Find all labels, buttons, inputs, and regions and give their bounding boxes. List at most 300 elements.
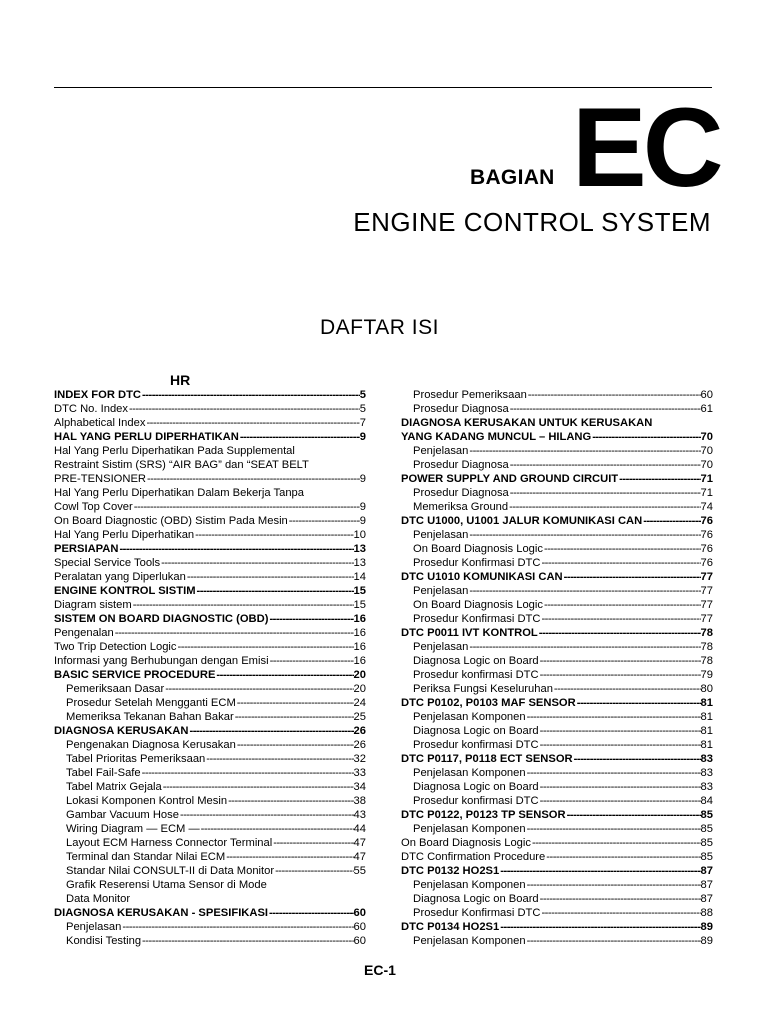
leader-dashes: [121, 920, 353, 934]
leader-dashes: [234, 710, 354, 724]
toc-page-number: 78: [700, 655, 713, 667]
leader-dashes: [468, 640, 700, 654]
toc-entry[interactable]: [54, 682, 366, 696]
toc-entry-title: Wiring Diagram — ECM —: [66, 823, 200, 835]
toc-entry[interactable]: [54, 528, 366, 542]
toc-entry[interactable]: [401, 668, 713, 682]
toc-page-number: 77: [700, 585, 713, 597]
toc-entry-title: Prosedur Diagnosa: [413, 403, 509, 415]
toc-page-number: 9: [359, 431, 366, 443]
toc-entry[interactable]: [54, 598, 366, 612]
leader-dashes: [545, 850, 700, 864]
toc-page-number: 76: [700, 515, 713, 527]
toc-entry-title: Prosedur konfirmasi DTC: [413, 669, 539, 681]
toc-entry-title: DTC P0102, P0103 MAF SENSOR: [401, 697, 576, 709]
leader-dashes: [179, 808, 354, 822]
toc-entry[interactable]: [54, 696, 366, 710]
toc-page-number: 47: [353, 837, 366, 849]
toc-entry[interactable]: [401, 444, 713, 458]
leader-dashes: [539, 780, 701, 794]
leader-dashes: [526, 822, 701, 836]
toc-page-number: 32: [353, 753, 366, 765]
toc-page-number: 89: [700, 921, 713, 933]
leader-dashes: [499, 920, 700, 934]
toc-entry-title: Two Trip Detection Logic: [54, 641, 177, 653]
leader-dashes: [236, 696, 354, 710]
toc-entry[interactable]: [401, 906, 713, 920]
toc-entry[interactable]: [54, 808, 366, 822]
toc-right-column: [401, 388, 713, 948]
toc-entry[interactable]: [401, 822, 713, 836]
toc-entry-line: Data Monitor: [66, 893, 131, 905]
toc-entry[interactable]: [401, 556, 713, 570]
toc-entry-title: Penjelasan Komponen: [413, 767, 526, 779]
toc-page-number: 14: [353, 571, 366, 583]
toc-entry-title: Prosedur konfirmasi DTC: [413, 795, 539, 807]
leader-dashes: [132, 598, 354, 612]
leader-dashes: [145, 416, 359, 430]
toc-entry-title: Penjelasan: [413, 585, 469, 597]
toc-page-number: 5: [359, 389, 366, 401]
leader-dashes: [573, 752, 701, 766]
toc-page-number: 70: [700, 445, 713, 457]
toc-entry-title: INDEX FOR DTC: [54, 389, 142, 401]
toc-entry-title: SISTEM ON BOARD DIAGNOSTIC (OBD): [54, 613, 269, 625]
toc-entry-title: DTC U1000, U1001 JALUR KOMUNIKASI CAN: [401, 515, 643, 527]
toc-heading[interactable]: [54, 430, 366, 444]
toc-page-number: 76: [700, 557, 713, 569]
toc-page-number: 44: [353, 823, 366, 835]
toc-entry[interactable]: [401, 934, 713, 948]
toc-page-number: 5: [359, 403, 366, 415]
page-title: ENGINE CONTROL SYSTEM: [353, 207, 711, 237]
toc-page-number: 71: [700, 473, 713, 485]
toc-page-number: 87: [700, 893, 713, 905]
toc-entry-title: DTC P0117, P0118 ECT SENSOR: [401, 753, 573, 765]
toc-heading[interactable]: [54, 388, 366, 402]
toc-entry-line: Hal Yang Perlu Diperhatikan Dalam Bekerja Tanpa: [54, 487, 304, 499]
section-word: BAGIAN: [470, 166, 555, 189]
toc-entry-title: Diagnosa Logic on Board: [413, 655, 539, 667]
leader-dashes: [186, 570, 354, 584]
toc-page-number: 9: [359, 515, 366, 527]
toc-entry[interactable]: [401, 486, 713, 500]
leader-dashes: [527, 388, 701, 402]
toc-entry[interactable]: [54, 766, 366, 780]
toc-title: DAFTAR ISI: [320, 316, 439, 339]
toc-page-number: 81: [700, 739, 713, 751]
toc-entry-title: DTC P0011 IVT KONTROL: [401, 627, 538, 639]
leader-dashes: [576, 696, 701, 710]
toc-entry[interactable]: [401, 794, 713, 808]
toc-heading[interactable]: [401, 472, 713, 486]
toc-entry-title: Prosedur Konfirmasi DTC: [413, 613, 541, 625]
toc-entry[interactable]: [54, 738, 366, 752]
toc-entry-title: Peralatan yang Diperlukan: [54, 571, 186, 583]
toc-heading[interactable]: [54, 612, 366, 626]
toc-entry-title: Diagram sistem: [54, 599, 132, 611]
toc-entry[interactable]: [401, 388, 713, 402]
toc-entry-title: Memeriksa Tekanan Bahan Bakar: [66, 711, 234, 723]
leader-dashes: [269, 654, 354, 668]
toc-entry-title: Penjelasan Komponen: [413, 823, 526, 835]
toc-page-number: 85: [700, 851, 713, 863]
toc-entry-title: Diagnosa Logic on Board: [413, 781, 539, 793]
toc-page-number: 81: [700, 725, 713, 737]
toc-page-number: 87: [700, 879, 713, 891]
leader-dashes: [162, 780, 354, 794]
toc-heading[interactable]: [401, 752, 713, 766]
toc-entry[interactable]: [401, 458, 713, 472]
toc-entry-title: BASIC SERVICE PROCEDURE: [54, 669, 216, 681]
toc-page-number: 10: [353, 529, 366, 541]
toc-entry[interactable]: [54, 416, 366, 430]
toc-entry[interactable]: [401, 598, 713, 612]
model-label: HR: [170, 372, 191, 388]
leader-dashes: [468, 584, 700, 598]
toc-entry[interactable]: [54, 514, 366, 528]
toc-entry-line: Hal Yang Perlu Diperhatikan Pada Supplemental: [54, 445, 295, 457]
toc-page-number: 81: [700, 711, 713, 723]
leader-dashes: [196, 584, 354, 598]
toc-heading[interactable]: [54, 724, 366, 738]
toc-entry-title: Prosedur Diagnosa: [413, 487, 509, 499]
toc-entry[interactable]: [401, 612, 713, 626]
toc-entry-title: DTC No. Index: [54, 403, 128, 415]
toc-entry-title: Tabel Fail-Safe: [66, 767, 141, 779]
toc-entry[interactable]: [401, 850, 713, 864]
section-code: EC: [572, 85, 720, 210]
toc-heading[interactable]: [54, 668, 366, 682]
toc-entry[interactable]: [401, 500, 713, 514]
toc-entry[interactable]: [54, 472, 366, 486]
toc-entry-title: Diagnosa Logic on Board: [413, 725, 539, 737]
leader-dashes: [642, 514, 700, 528]
toc-entry[interactable]: [401, 878, 713, 892]
toc-entry-title: Prosedur Diagnosa: [413, 459, 509, 471]
toc-entry-title: Diagnosa Logic on Board: [413, 893, 539, 905]
toc-page-number: 80: [700, 683, 713, 695]
toc-entry-title: Penjelasan: [413, 641, 469, 653]
leader-dashes: [274, 864, 353, 878]
leader-dashes: [188, 724, 353, 738]
toc-entry-title: YANG KADANG MUNCUL – HILANG: [401, 431, 592, 443]
leader-dashes: [468, 444, 700, 458]
leader-dashes: [509, 458, 701, 472]
toc-heading[interactable]: [54, 906, 366, 920]
toc-entry-title: Lokasi Komponen Kontrol Mesin: [66, 795, 228, 807]
toc-heading[interactable]: [54, 542, 366, 556]
toc-entry-title: Terminal dan Standar Nilai ECM: [66, 851, 226, 863]
toc-page-number: 26: [353, 739, 366, 751]
toc-entry-title: DIAGNOSA KERUSAKAN - SPESIFIKASI: [54, 907, 269, 919]
leader-dashes: [227, 794, 353, 808]
leader-dashes: [526, 878, 701, 892]
leader-dashes: [526, 766, 701, 780]
toc-entry-title: Gambar Vacuum Hose: [66, 809, 179, 821]
toc-entry-title: Alphabetical Index: [54, 417, 146, 429]
toc-entry-title: Prosedur konfirmasi DTC: [413, 739, 539, 751]
leader-dashes: [141, 388, 360, 402]
toc-entry[interactable]: [401, 640, 713, 654]
leader-dashes: [160, 556, 353, 570]
toc-page-number: 77: [700, 571, 713, 583]
toc-entry-title: Standar Nilai CONSULT-II di Data Monitor: [66, 865, 275, 877]
toc-entry[interactable]: [54, 850, 366, 864]
leader-dashes: [194, 528, 353, 542]
toc-page-number: 78: [700, 641, 713, 653]
leader-dashes: [563, 570, 701, 584]
toc-entry[interactable]: [54, 836, 366, 850]
toc-page-number: 76: [700, 543, 713, 555]
toc-page-number: 24: [353, 697, 366, 709]
toc-page-number: 43: [353, 809, 366, 821]
toc-entry-title: Cowl Top Cover: [54, 501, 133, 513]
toc-page-number: 60: [700, 389, 713, 401]
toc-page-number: 34: [353, 781, 366, 793]
toc-page-number: 15: [353, 599, 366, 611]
toc-entry-title: Memeriksa Ground: [413, 501, 509, 513]
toc-page-number: 87: [700, 865, 713, 877]
toc-page-number: 83: [700, 781, 713, 793]
leader-dashes: [566, 808, 701, 822]
leader-dashes: [146, 472, 360, 486]
toc-page-number: 7: [359, 417, 366, 429]
leader-dashes: [236, 738, 354, 752]
toc-entry-title: Tabel Matrix Gejala: [66, 781, 162, 793]
toc-page-number: 9: [359, 501, 366, 513]
leader-dashes: [539, 738, 701, 752]
toc-page-number: 9: [359, 473, 366, 485]
leader-dashes: [141, 766, 354, 780]
toc-page-number: 20: [353, 669, 366, 681]
toc-entry-title: Penjelasan Komponen: [413, 935, 526, 947]
toc-entry[interactable]: [54, 864, 366, 878]
toc-entry[interactable]: [54, 626, 366, 640]
leader-dashes: [526, 934, 701, 948]
leader-dashes: [141, 934, 354, 948]
leader-dashes: [508, 500, 700, 514]
toc-page-number: 61: [700, 403, 713, 415]
leader-dashes: [133, 500, 360, 514]
toc-entry[interactable]: [54, 654, 366, 668]
leader-dashes: [215, 668, 353, 682]
leader-dashes: [540, 556, 700, 570]
leader-dashes: [268, 612, 353, 626]
toc-entry[interactable]: [54, 822, 366, 836]
toc-entry-title: DTC U1010 KOMUNIKASI CAN: [401, 571, 563, 583]
toc-entry[interactable]: [401, 542, 713, 556]
leader-dashes: [164, 682, 353, 696]
toc-entry[interactable]: [54, 752, 366, 766]
leader-dashes: [539, 654, 701, 668]
toc-page-number: 84: [700, 795, 713, 807]
toc-entry-title: Periksa Fungsi Keseluruhan: [413, 683, 553, 695]
toc-page-number: 70: [700, 459, 713, 471]
toc-entry-title: Special Service Tools: [54, 557, 161, 569]
toc-heading[interactable]: [401, 864, 713, 878]
toc-page-number: 16: [353, 641, 366, 653]
leader-dashes: [288, 514, 360, 528]
toc-heading[interactable]: [401, 430, 713, 444]
leader-dashes: [205, 752, 353, 766]
leader-dashes: [618, 472, 700, 486]
leader-dashes: [114, 626, 354, 640]
leader-dashes: [272, 836, 353, 850]
leader-dashes: [539, 724, 701, 738]
toc-page-number: 47: [353, 851, 366, 863]
leader-dashes: [543, 542, 701, 556]
leader-dashes: [538, 626, 701, 640]
leader-dashes: [539, 892, 701, 906]
toc-entry-title: On Board Diagnosis Logic: [413, 543, 543, 555]
toc-page-number: 13: [353, 543, 366, 555]
toc-entry-title: On Board Diagnosis Logic: [401, 837, 531, 849]
toc-page-number: 55: [353, 865, 366, 877]
toc-heading[interactable]: [401, 920, 713, 934]
leader-dashes: [526, 710, 701, 724]
toc-entry-title: Penjelasan: [413, 445, 469, 457]
toc-page-number: 16: [353, 655, 366, 667]
toc-entry[interactable]: [401, 724, 713, 738]
leader-dashes: [539, 668, 701, 682]
toc-entry[interactable]: [54, 920, 366, 934]
toc-entry[interactable]: [54, 934, 366, 948]
toc-entry-title: Prosedur Konfirmasi DTC: [413, 557, 541, 569]
leader-dashes: [268, 906, 354, 920]
toc-page-number: 60: [353, 935, 366, 947]
leader-dashes: [128, 402, 360, 416]
toc-entry-title: Prosedur Setelah Mengganti ECM: [66, 697, 236, 709]
toc-entry-title: Penjelasan: [413, 529, 469, 541]
toc-page-number: 60: [353, 907, 366, 919]
toc-entry-title: Informasi yang Berhubungan dengan Emisi: [54, 655, 269, 667]
toc-entry-title: Prosedur Pemeriksaan: [413, 389, 527, 401]
leader-dashes: [468, 528, 700, 542]
leader-dashes: [509, 486, 701, 500]
toc-entry-title: ENGINE KONTROL SISTIM: [54, 585, 196, 597]
toc-page-number: 26: [353, 725, 366, 737]
toc-heading[interactable]: [54, 584, 366, 598]
toc-entry-title: DTC P0132 HO2S1: [401, 865, 500, 877]
toc-entry[interactable]: [401, 584, 713, 598]
toc-page-number: 85: [700, 809, 713, 821]
toc-entry-title: Penjelasan Komponen: [413, 711, 526, 723]
toc-entry[interactable]: [54, 570, 366, 584]
toc-entry[interactable]: [401, 780, 713, 794]
toc-page-number: 83: [700, 767, 713, 779]
toc-entry[interactable]: [401, 654, 713, 668]
toc-heading[interactable]: [401, 570, 713, 584]
toc-page-number: 74: [700, 501, 713, 513]
toc-page-number: 76: [700, 529, 713, 541]
toc-entry[interactable]: [401, 766, 713, 780]
leader-dashes: [118, 542, 353, 556]
toc-entry-title: Tabel Prioritas Pemeriksaan: [66, 753, 206, 765]
leader-dashes: [540, 906, 700, 920]
leader-dashes: [239, 430, 360, 444]
leader-dashes: [553, 682, 701, 696]
toc-entry[interactable]: [401, 836, 713, 850]
toc-entry-title: Kondisi Testing: [66, 935, 142, 947]
toc-page-number: 81: [700, 697, 713, 709]
toc-entry-title: DTC P0122, P0123 TP SENSOR: [401, 809, 566, 821]
toc-page-number: 16: [353, 613, 366, 625]
toc-page-number: 15: [353, 585, 366, 597]
toc-page-number: 60: [353, 921, 366, 933]
toc-entry-title: Layout ECM Harness Connector Terminal: [66, 837, 273, 849]
toc-entry-title: DIAGNOSA KERUSAKAN: [54, 725, 189, 737]
toc-entry-title: Prosedur Konfirmasi DTC: [413, 907, 541, 919]
toc-page-number: 78: [700, 627, 713, 639]
leader-dashes: [539, 794, 701, 808]
toc-entry[interactable]: [401, 682, 713, 696]
toc-page-number: 20: [353, 683, 366, 695]
toc-entry[interactable]: [401, 402, 713, 416]
toc-entry-title: Penjelasan Komponen: [413, 879, 526, 891]
leader-dashes: [509, 402, 701, 416]
toc-entry-title: On Board Diagnostic (OBD) Sistim Pada Mesin: [54, 515, 288, 527]
toc-heading[interactable]: [401, 626, 713, 640]
toc-page-number: 89: [700, 935, 713, 947]
toc-entry-title: PRE-TENSIONER: [54, 473, 146, 485]
toc-entry-title: PERSIAPAN: [54, 543, 119, 555]
toc-page-number: 79: [700, 669, 713, 681]
toc-page-number: 33: [353, 767, 366, 779]
toc-entry[interactable]: [54, 710, 366, 724]
toc-entry-title: POWER SUPPLY AND GROUND CIRCUIT: [401, 473, 619, 485]
toc-entry[interactable]: [54, 794, 366, 808]
toc-heading[interactable]: [401, 696, 713, 710]
toc-entry[interactable]: [401, 710, 713, 724]
toc-heading-line: DIAGNOSA KERUSAKAN UNTUK KERUSAKAN: [401, 417, 653, 429]
toc-page-number: 71: [700, 487, 713, 499]
toc-entry[interactable]: [401, 892, 713, 906]
toc-entry[interactable]: [54, 556, 366, 570]
toc-entry[interactable]: [54, 500, 366, 514]
toc-page-number: 85: [700, 823, 713, 835]
leader-dashes: [540, 612, 700, 626]
toc-entry[interactable]: [54, 640, 366, 654]
toc-entry-title: DTC P0134 HO2S1: [401, 921, 500, 933]
toc-entry-title: HAL YANG PERLU DIPERHATIKAN: [54, 431, 239, 443]
toc-entry[interactable]: [401, 528, 713, 542]
toc-entry[interactable]: [54, 780, 366, 794]
toc-page-number: 25: [353, 711, 366, 723]
toc-entry-title: Pengenalan: [54, 627, 114, 639]
leader-dashes: [177, 640, 354, 654]
toc-page-number: 13: [353, 557, 366, 569]
toc-entry[interactable]: [54, 402, 366, 416]
toc-entry-title: Penjelasan: [66, 921, 122, 933]
toc-heading[interactable]: [401, 808, 713, 822]
leader-dashes: [200, 822, 354, 836]
toc-page-number: 77: [700, 613, 713, 625]
toc-page-number: 85: [700, 837, 713, 849]
leader-dashes: [591, 430, 700, 444]
leader-dashes: [225, 850, 353, 864]
toc-entry-title: On Board Diagnosis Logic: [413, 599, 543, 611]
leader-dashes: [499, 864, 700, 878]
toc-heading[interactable]: [401, 514, 713, 528]
toc-page-number: 38: [353, 795, 366, 807]
toc-entry[interactable]: [401, 738, 713, 752]
toc-entry-title: Pemeriksaan Dasar: [66, 683, 165, 695]
toc-entry-title: Pengenakan Diagnosa Kerusakan: [66, 739, 236, 751]
toc-entry-line: Restraint Sistim (SRS) “AIR BAG” dan “SEAT BELT: [54, 459, 309, 471]
toc-entry-line: Grafik Reserensi Utama Sensor di Mode: [66, 879, 267, 891]
toc-page-number: 83: [700, 753, 713, 765]
